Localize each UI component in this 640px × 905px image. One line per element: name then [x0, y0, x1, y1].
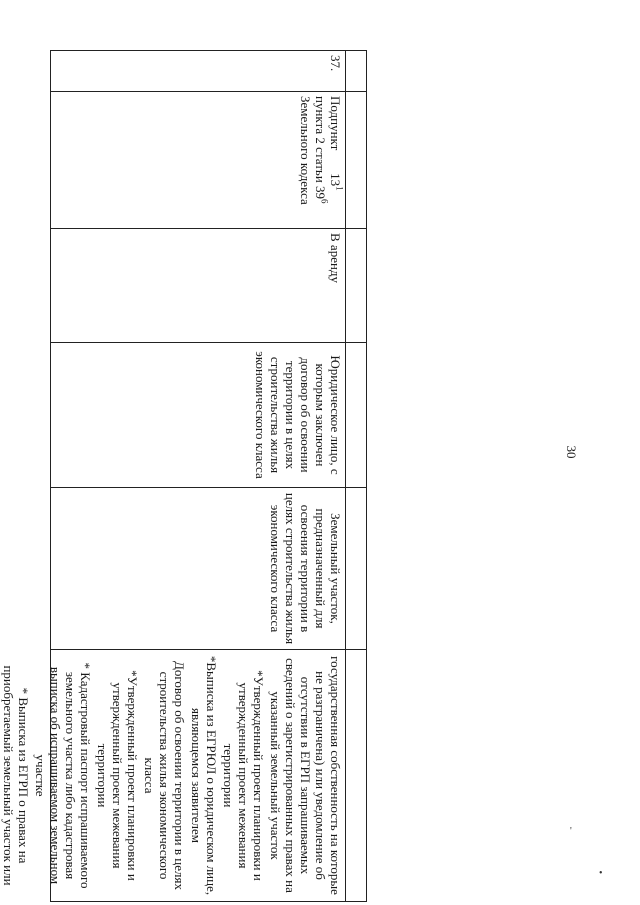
scan-dot: • — [599, 868, 603, 879]
document-item: * Выписка из ЕГРП о правах на приобретаемый земельный участок или — [1, 665, 31, 886]
row-right-type: В аренду — [50, 229, 345, 343]
scan-mark: ' — [570, 826, 572, 837]
prev-document-egrul: *Выписка из ЕГРЮЛ о юридическом лице, являющемся заявителем — [189, 655, 219, 896]
prev-row-number-cell — [345, 50, 367, 92]
row-documents — [1, 650, 345, 902]
document-item: * Кадастровый паспорт испрашиваемого земельного участка либо кадастровая выписка об испрашиваемом земельном участке — [33, 662, 93, 889]
basis-text: пункта 2 статьи 39 — [313, 96, 328, 200]
basis-text-sup: 6 — [319, 199, 330, 204]
row-land-plot: Земельный участок, предназначенный для освоения территории в целях строительства жилья экономического класса — [50, 488, 345, 650]
document-table — [1, 50, 367, 902]
prev-row-land-cell — [345, 488, 367, 650]
document-item: *Утвержденный проект планировки и утвержденный проект межевания территории — [95, 670, 140, 881]
prev-documents-continuation: государственная собственность на которые не разграничена) или уведомление об отсутствии в ЕГРП запрашиваемых сведений о зарегистрированных правах на указанный земельный участок — [268, 656, 343, 895]
prev-document-project: *Утвержденный проект планировки и утвержденный проект межевания территории — [221, 670, 266, 881]
prev-row-applicant-cell — [345, 343, 367, 488]
page-number: 30 — [564, 445, 579, 459]
basis-number: 13 — [328, 173, 343, 187]
document-item: Договор об освоении территории в целях строительства жилья экономического класса — [142, 661, 187, 890]
prev-row-documents-cell — [345, 650, 367, 902]
row-number: 37. — [50, 50, 345, 92]
row-applicant: Юридическое лицо, с которым заключен договор об освоении территории в целях строительства жилья экономического класса — [50, 343, 345, 488]
basis-number-sup: 1 — [334, 186, 345, 191]
row-basis — [50, 92, 345, 229]
basis-tail: Земельного кодекса — [298, 96, 313, 205]
basis-label: Подпункт — [328, 96, 343, 151]
prev-row-basis-cell — [345, 92, 367, 229]
prev-row-right-cell — [345, 229, 367, 343]
